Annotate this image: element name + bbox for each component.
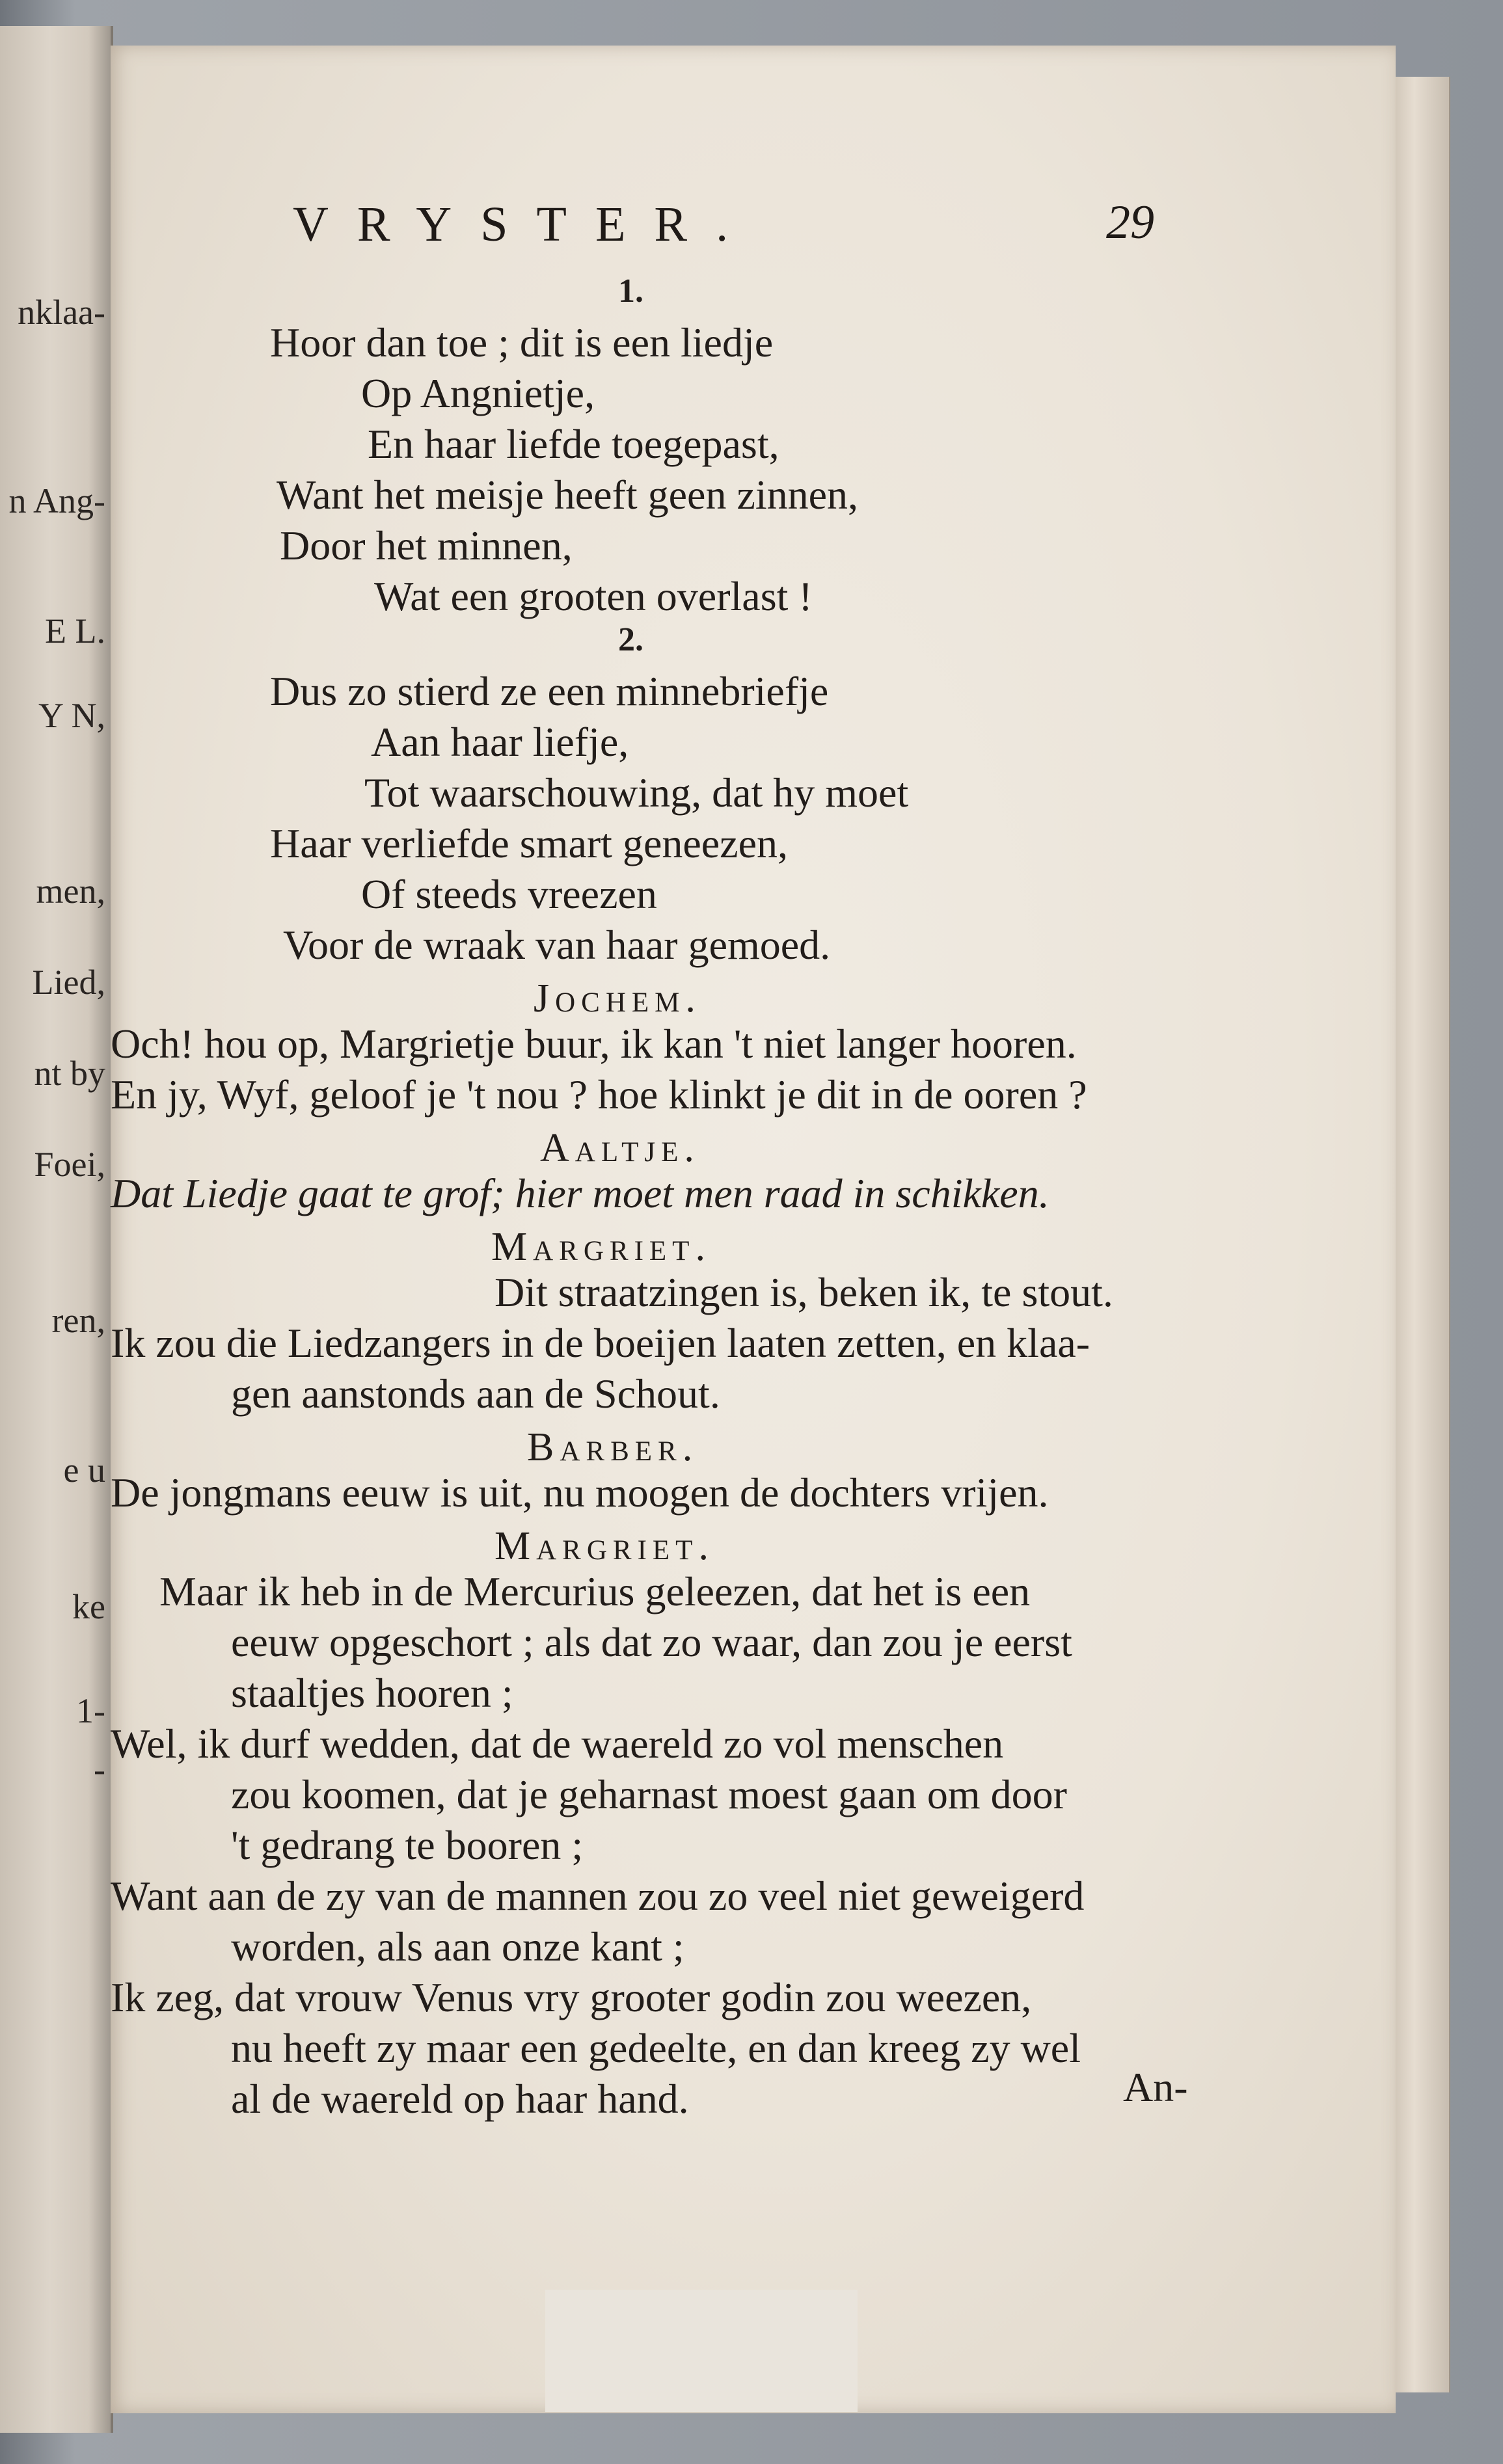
facing-page-fragment: nt by (34, 1054, 105, 1093)
dialogue-line: Wel, ik durf wedden, dat de waereld zo vol menschen (111, 1721, 1004, 1767)
dialogue-line: al de waereld op haar hand. (231, 2076, 689, 2122)
dialogue-line: Want aan de zy van de mannen zou zo veel niet geweigerd (111, 1873, 1085, 1919)
dialogue-line: nu heeft zy maar een gedeelte, en dan kreeg zy wel (231, 2025, 1081, 2071)
dialogue-line: Ik zou die Liedzangers in de boeijen laaten zetten, en klaa- (111, 1320, 1090, 1366)
dialogue-line: Dit straatzingen is, beken ik, te stout. (494, 1269, 1113, 1315)
facing-page-fragment: 1- (76, 1691, 105, 1730)
verse-line: Door het minnen, (280, 522, 573, 569)
stanza-number: 1. (618, 273, 643, 310)
speaker-name: Margriet. (491, 1225, 711, 1269)
facing-page-fragment: nklaa- (18, 293, 105, 332)
verse-line: Dus zo stierd ze een minnebriefje (270, 668, 829, 714)
facing-page-fragment: men, (36, 872, 105, 911)
verse-line: Tot waarschouwing, dat hy moet (364, 770, 909, 816)
dialogue-line: Maar ik heb in de Mercurius geleezen, dat het is een (159, 1568, 1031, 1614)
dialogue-line: worden, als aan onze kant ; (231, 1923, 684, 1970)
dialogue-line: Ik zeg, dat vrouw Venus vry grooter godin zou weezen, (111, 1974, 1032, 2020)
dialogue-line: De jongmans eeuw is uit, nu moogen de dochters vrijen. (111, 1469, 1049, 1516)
facing-page-fragment: - (94, 1750, 105, 1789)
facing-page-fragment: e u (63, 1451, 105, 1490)
facing-page-fragment: ke (72, 1587, 105, 1626)
facing-page-fragments (0, 26, 111, 2433)
page-text (111, 46, 1396, 2413)
verse-line: Wat een grooten overlast ! (374, 573, 813, 619)
facing-page-fragment: Foei, (34, 1145, 105, 1184)
dialogue-line: zou koomen, dat je geharnast moest gaan om door (231, 1771, 1067, 1817)
verse-line: Voor de wraak van haar gemoed. (283, 922, 831, 968)
verse-line: En haar liefde toegepast, (368, 421, 779, 467)
verse-line: Hoor dan toe ; dit is een liedje (270, 319, 774, 366)
verse-line: Haar verliefde smart geneezen, (270, 820, 788, 866)
speaker-name: Margriet. (494, 1524, 714, 1568)
dialogue-line: gen aanstonds aan de Schout. (231, 1371, 720, 1417)
verse-line: Want het meisje heeft geen zinnen, (277, 472, 859, 518)
dialogue-line: 't gedrang te booren ; (231, 1822, 584, 1868)
page-number: 29 (1106, 196, 1154, 249)
dialogue-line: staaltjes hooren ; (231, 1670, 513, 1716)
speaker-name: Aaltje. (540, 1126, 700, 1170)
catchword: An- (1123, 2064, 1188, 2110)
stanza-number: 2. (618, 621, 643, 658)
facing-page-edge (0, 26, 113, 2433)
dialogue-line: En jy, Wyf, geloof je 't nou ? hoe klinkt je dit in de ooren ? (111, 1071, 1087, 1118)
book-page (111, 46, 1396, 2413)
dialogue-line: eeuw opgeschort ; als dat zo waar, dan zou je eerst (231, 1619, 1072, 1665)
speaker-name: Barber. (527, 1425, 699, 1469)
paper-label (545, 2290, 858, 2412)
facing-page-fragment: E L. (45, 611, 105, 650)
facing-page-fragment: Y N, (38, 696, 105, 735)
page-stack-edge (1394, 77, 1450, 2392)
verse-line: Op Angnietje, (361, 370, 595, 416)
running-title: VRYSTER. (293, 197, 757, 252)
dialogue-line: Och! hou op, Margrietje buur, ik kan 't niet langer hooren. (111, 1021, 1077, 1067)
dialogue-line: Dat Liedje gaat te grof; hier moet men raad in schikken. (111, 1170, 1049, 1216)
verse-line: Of steeds vreezen (361, 871, 657, 917)
speaker-name: Jochem. (534, 976, 701, 1021)
verse-line: Aan haar liefje, (371, 719, 629, 765)
facing-page-fragment: ren, (51, 1301, 105, 1340)
facing-page-fragment: n Ang- (8, 481, 105, 520)
facing-page-fragment: Lied, (32, 963, 105, 1002)
